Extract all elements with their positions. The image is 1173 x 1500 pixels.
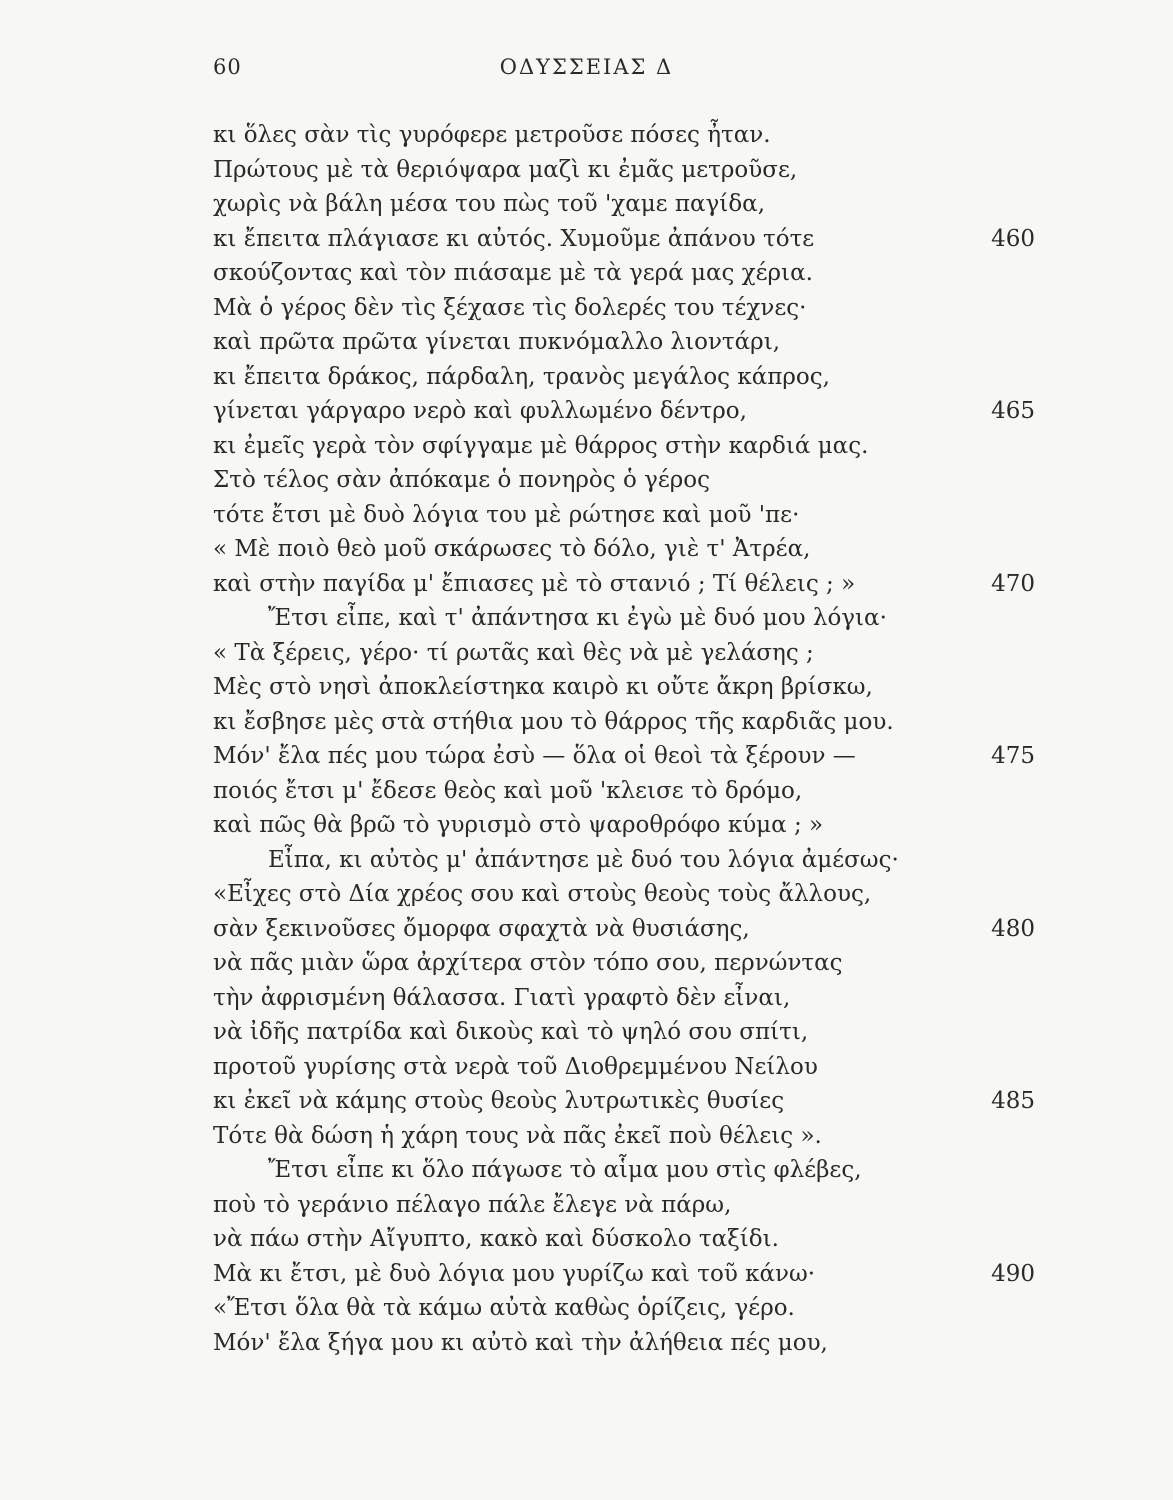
verse-text: κι ἔπειτα πλάγιασε κι αὐτός. Χυμοῦμε ἀπάνου τότε <box>213 225 815 252</box>
verse-text: ποιός ἔτσι μ' ἔδεσε θεὸς καὶ μοῦ 'κλεισε τὸ δρόμο, <box>213 777 803 804</box>
verse-line <box>213 1291 1043 1326</box>
verse-text: κι ἐμεῖς γερὰ τὸν σφίγγαμε μὲ θάρρος στὴν καρδιά μας. <box>213 432 869 459</box>
verse-text: Μὰ ὁ γέρος δὲν τὶς ξέχασε τὶς δολερές του τέχνες· <box>213 294 807 321</box>
line-number: 490 <box>991 1260 1035 1287</box>
verse-line <box>213 601 1043 636</box>
verse-line <box>213 291 1043 326</box>
verse-line <box>213 1050 1043 1085</box>
verse-line <box>213 705 1043 740</box>
verse-text: « Τὰ ξέρεις, γέρο· τί ρωτᾶς καὶ θὲς νὰ μὲ γελάσης ; <box>213 639 814 666</box>
verse-text: Μόν' ἔλα ξήγα μου κι αὐτὸ καὶ τὴν ἀλήθεια πές μου, <box>213 1329 828 1356</box>
verse-text: καὶ πρῶτα πρῶτα γίνεται πυκνόμαλλο λιοντάρι, <box>213 329 781 355</box>
verse-text: Μὲς στὸ νησὶ ἀποκλείστηκα καιρὸ κι οὔτε ἄκρη βρίσκω, <box>213 674 873 700</box>
verse-text: νὰ πᾶς μιὰν ὥρα ἀρχίτερα στὸν τόπο σου, περνώντας <box>213 950 843 976</box>
page-number: 60 <box>213 55 242 79</box>
verse-line <box>213 1188 1043 1223</box>
verse-text: τὴν ἀφρισμένη θάλασσα. Γιατὶ γραφτὸ δὲν εἶναι, <box>213 984 791 1011</box>
verse-text: Ἔτσι εἶπε, καὶ τ' ἀπάντησα κι ἐγὼ μὲ δυό μου λόγια· <box>268 605 887 631</box>
verse-text: σὰν ξεκινοῦσες ὄμορφα σφαχτὰ νὰ θυσιάσης, <box>213 915 750 942</box>
verse-text: Μόν' ἔλα πές μου τώρα ἐσὺ — ὅλα οἱ θεοὶ τὰ ξέρουν — <box>213 743 856 769</box>
verse-line <box>213 877 1043 912</box>
verse-line <box>213 670 1043 705</box>
verse-line <box>213 394 1043 429</box>
verse-text: προτοῦ γυρίσης στὰ νερὰ τοῦ Διοθρεμμένου Νείλου <box>213 1053 818 1080</box>
verse-text: κι ἔσβησε μὲς στὰ στήθια μου τὸ θάρρος τῆς καρδιᾶς μου. <box>213 708 894 735</box>
verse-text: ποὺ τὸ γεράνιο πέλαγο πάλε ἔλεγε νὰ πάρω, <box>213 1191 732 1218</box>
verse-line <box>213 256 1043 291</box>
line-number: 480 <box>991 915 1035 942</box>
verse-line <box>213 153 1043 188</box>
verse-line <box>213 843 1043 878</box>
verse-line <box>213 808 1043 843</box>
verse-line <box>213 360 1043 395</box>
verse-line <box>213 567 1043 602</box>
verse-text: κι ἐκεῖ νὰ κάμης στοὺς θεοὺς λυτρωτικὲς θυσίες <box>213 1088 785 1114</box>
verse-line <box>213 187 1043 222</box>
verse-text: Μὰ κι ἔτσι, μὲ δυὸ λόγια μου γυρίζω καὶ τοῦ κάνω· <box>213 1260 816 1287</box>
verse-line <box>213 946 1043 981</box>
verse-text: « Μὲ ποιὸ θεὸ μοῦ σκάρωσες τὸ δόλο, γιὲ τ' Ἀτρέα, <box>213 536 811 562</box>
verse-text: «Ἔτσι ὅλα θὰ τὰ κάμω αὐτὰ καθὼς ὁρίζεις, γέρο. <box>213 1295 795 1321</box>
verse-line <box>213 981 1043 1016</box>
line-number: 465 <box>991 398 1035 424</box>
verse-text: καὶ στὴν παγίδα μ' ἔπιασες μὲ τὸ στανιό ; Τί θέλεις ; » <box>213 570 856 597</box>
verse-text: Στὸ τέλος σὰν ἀπόκαμε ὁ πονηρὸς ὁ γέρος <box>213 467 711 493</box>
verse-text: Εἶπα, κι αὐτὸς μ' ἀπάντησε μὲ δυό του λόγια ἀμέσως· <box>268 846 899 873</box>
verse-line <box>213 1015 1043 1050</box>
verse-line <box>213 222 1043 257</box>
verse-line <box>213 774 1043 809</box>
line-number: 485 <box>991 1088 1035 1114</box>
verse-line <box>213 1257 1043 1292</box>
verse-text: καὶ πῶς θὰ βρῶ τὸ γυρισμὸ στὸ ψαροθρόφο κύμα ; » <box>213 812 824 838</box>
verse-text: Ἔτσι εἶπε κι ὅλο πάγωσε τὸ αἷμα μου στὶς φλέβες, <box>268 1157 862 1183</box>
verse-line <box>213 1326 1043 1361</box>
verse-line <box>213 912 1043 947</box>
verse-line <box>213 739 1043 774</box>
running-head: ΟΔΥΣΣΕΙΑΣ Δ <box>499 55 674 79</box>
verse-line <box>213 463 1043 498</box>
verse-text: κι ὅλες σὰν τὶς γυρόφερε μετροῦσε πόσες ἦταν. <box>213 122 771 148</box>
verse-line <box>213 1084 1043 1119</box>
verse-line <box>213 118 1043 153</box>
verse-line <box>213 1153 1043 1188</box>
verse-text: νὰ πάω στὴν Αἴγυπτο, κακὸ καὶ δύσκολο ταξίδι. <box>213 1226 779 1252</box>
verse-text: Πρώτους μὲ τὰ θεριόψαρα μαζὶ κι ἐμᾶς μετροῦσε, <box>213 156 798 183</box>
verse-text: τότε ἔτσι μὲ δυὸ λόγια του μὲ ρώτησε καὶ μοῦ 'πε· <box>213 501 800 528</box>
verse-text: γίνεται γάργαρο νερὸ καὶ φυλλωμένο δέντρο, <box>213 398 747 424</box>
verse-text: χωρὶς νὰ βάλη μέσα του πὼς τοῦ 'χαμε παγίδα, <box>213 191 766 217</box>
verse-text: «Εἶχες στὸ Δία χρέος σου καὶ στοὺς θεοὺς τοὺς ἄλλους, <box>213 881 872 907</box>
verse-block <box>213 118 1043 1360</box>
verse-line <box>213 429 1043 464</box>
verse-text: κι ἔπειτα δράκος, πάρδαλη, τρανὸς μεγάλος κάπρος, <box>213 363 830 390</box>
verse-line <box>213 1119 1043 1154</box>
verse-text: σκούζοντας καὶ τὸν πιάσαμε μὲ τὰ γερά μας χέρια. <box>213 260 813 286</box>
verse-line <box>213 1222 1043 1257</box>
verse-line <box>213 636 1043 671</box>
line-number: 475 <box>991 743 1035 769</box>
verse-text: Τότε θὰ δώση ἡ χάρη τους νὰ πᾶς ἐκεῖ ποὺ θέλεις ». <box>213 1122 822 1149</box>
verse-line <box>213 325 1043 360</box>
verse-line <box>213 498 1043 533</box>
verse-line <box>213 532 1043 567</box>
line-number: 460 <box>991 225 1035 252</box>
line-number: 470 <box>991 570 1035 597</box>
verse-text: νὰ ἰδῆς πατρίδα καὶ δικοὺς καὶ τὸ ψηλό σου σπίτι, <box>213 1019 809 1045</box>
